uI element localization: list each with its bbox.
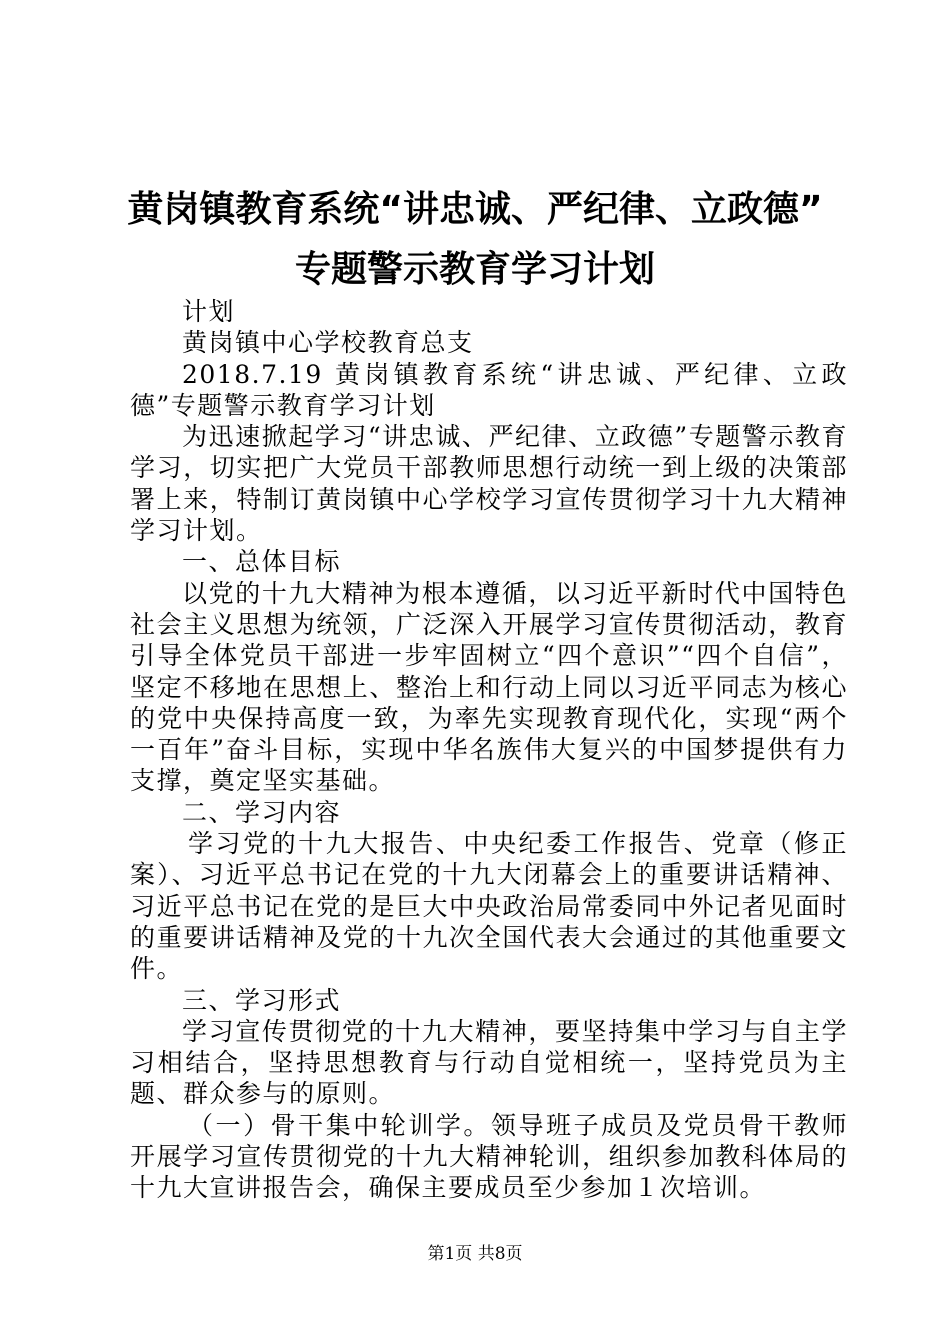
- section-heading-overall-goal: 一、总体目标: [182, 547, 342, 577]
- document-body: [130, 296, 848, 1204]
- document-title-line-1: 黄岗镇教育系统“讲忠诚、严纪律、立政德”: [127, 189, 823, 230]
- paragraph-issuer: 黄岗镇中心学校教育总支: [182, 328, 474, 358]
- paragraph-study-form: 学习宣传贯彻党的十九大精神，要坚持集中学习与自主学习相结合，坚持思想教育与行动自觉相统一，坚持党员为主题、群众参与的原则。: [130, 1016, 848, 1109]
- page-indicator: 第1页 共8页: [427, 1244, 523, 1264]
- section-heading-study-form: 三、学习形式: [182, 985, 342, 1015]
- document-title-line-2: 专题警示教育学习计划: [294, 249, 655, 290]
- paragraph-date-title: 2018.7.19 黄岗镇教育系统“讲忠诚、严纪律、立政德”专题警示教育学习计划: [130, 359, 848, 420]
- paragraph-heading-plan: 计划: [182, 297, 236, 326]
- section-heading-study-content: 二、学习内容: [182, 797, 342, 827]
- paragraph-study-content: 学习党的十九大报告、中央纪委工作报告、党章（修正案）、习近平总书记在党的十九大闭幕会上的重要讲话精神、习近平总书记在党的是巨大中央政治局常委同中外记者见面时的重要讲话精神及党的十九次全国代表大会通过的其他重要文件。: [130, 829, 848, 984]
- paragraph-intro: 为迅速掀起学习“讲忠诚、严纪律、立政德”专题警示教育学习，切实把广大党员干部教师思想行动统一到上级的决策部署上来，特制订黄岗镇中心学校学习宣传贯彻学习十九大精神学习计划。: [130, 422, 848, 546]
- paragraph-backbone-training: （一）骨干集中轮训学。领导班子成员及党员骨干教师开展学习宣传贯彻党的十九大精神轮训，组织参加教科体局的十九大宣讲报告会，确保主要成员至少参加１次培训。: [130, 1110, 848, 1203]
- paragraph-overall-goal: 以党的十九大精神为根本遵循，以习近平新时代中国特色社会主义思想为统领，广泛深入开展学习宣传贯彻活动，教育引导全体党员干部进一步牢固树立“四个意识”“四个自信”，坚定不移地在思想上、整治上和行动上同以习近平同志为核心的党中央保持高度一致，为率先实现教育现代化，实现“两个一百年”奋斗目标，实现中华名族伟大复兴的中国梦提供有力支撑，奠定坚实基础。: [130, 578, 848, 796]
